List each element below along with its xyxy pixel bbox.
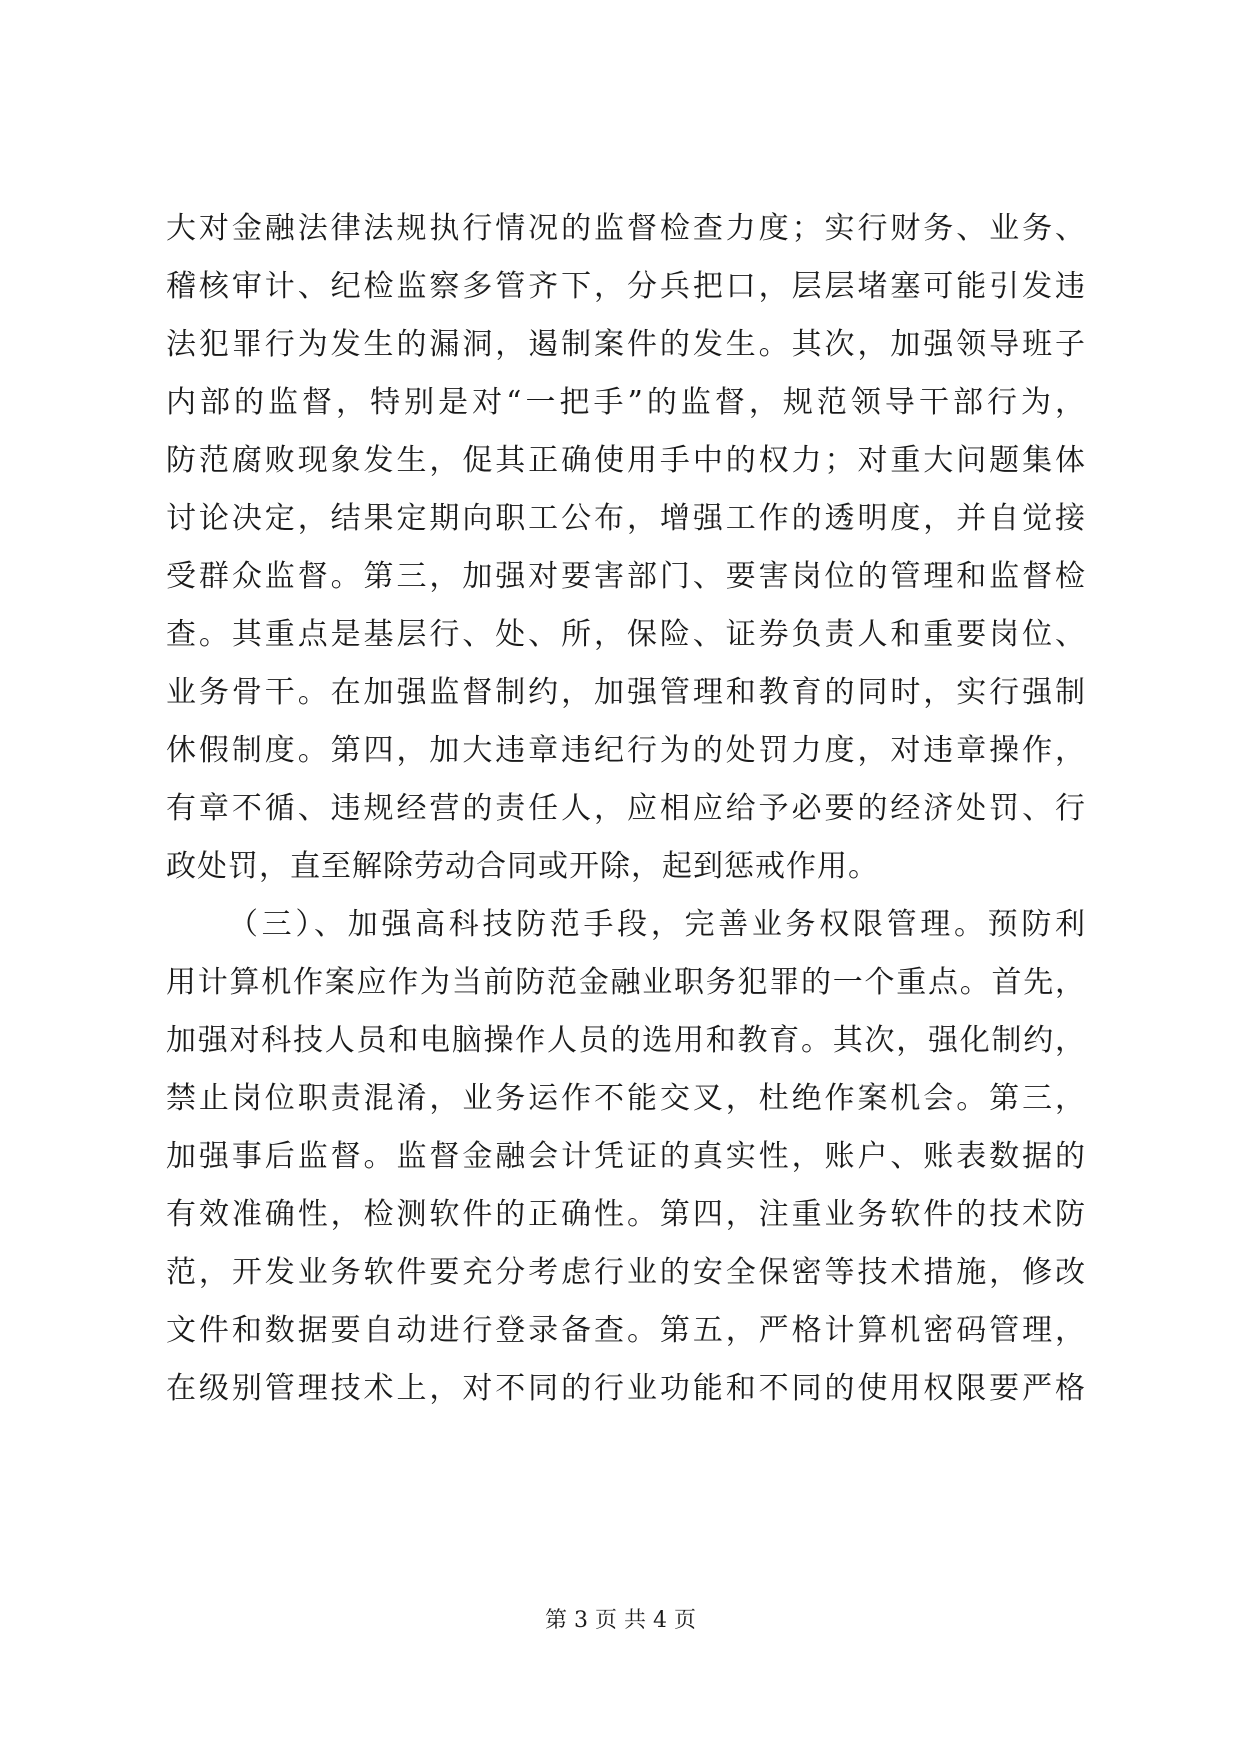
body-text-line: 有效准确性，检测软件的正确性。第四，注重业务软件的技术防 (166, 1197, 1086, 1232)
body-text-line: 用计算机作案应作为当前防范金融业职务犯罪的一个重点。首先， (166, 965, 1086, 1000)
body-text-line: 业务骨干。在加强监督制约，加强管理和教育的同时，实行强制 (166, 675, 1086, 710)
body-text-line: 受群众监督。第三，加强对要害部门、要害岗位的管理和监督检 (166, 559, 1086, 594)
body-text-line: 在级别管理技术上，对不同的行业功能和不同的使用权限要严格 (166, 1371, 1086, 1406)
body-text-line: 政处罚，直至解除劳动合同或开除，起到惩戒作用。 (166, 849, 879, 884)
body-text-line: 大对金融法律法规执行情况的监督检查力度；实行财务、业务、 (166, 211, 1086, 246)
body-text-line: 稽核审计、纪检监察多管齐下，分兵把口，层层堵塞可能引发违 (166, 269, 1086, 304)
body-text-line: 加强事后监督。监督金融会计凭证的真实性，账户、账表数据的 (166, 1139, 1086, 1174)
document-body (166, 200, 1086, 1418)
body-text-line: 文件和数据要自动进行登录备查。第五，严格计算机密码管理， (166, 1313, 1086, 1348)
page-footer (0, 1606, 1241, 1636)
body-text-line: 有章不循、违规经营的责任人，应相应给予必要的经济处罚、行 (166, 791, 1086, 826)
body-text-line: 范，开发业务软件要充分考虑行业的安全保密等技术措施，修改 (166, 1255, 1086, 1290)
body-text-line: 内部的监督，特别是对“一把手”的监督，规范领导干部行为， (166, 385, 1086, 420)
body-text-line: 防范腐败现象发生，促其正确使用手中的权力；对重大问题集体 (166, 443, 1086, 478)
body-text-line: 禁止岗位职责混淆，业务运作不能交叉，杜绝作案机会。第三， (166, 1081, 1086, 1116)
section-heading-line: （三）、加强高科技防范手段，完善业务权限管理。预防利 (228, 907, 1086, 942)
body-text-line: 查。其重点是基层行、处、所，保险、证券负责人和重要岗位、 (166, 617, 1086, 652)
body-text-line: 法犯罪行为发生的漏洞，遏制案件的发生。其次，加强领导班子 (166, 327, 1086, 362)
page-number-indicator: 第 3 页 共 4 页 (545, 1608, 696, 1633)
body-text-line: 休假制度。第四，加大违章违纪行为的处罚力度，对违章操作， (166, 733, 1086, 768)
body-text-line: 加强对科技人员和电脑操作人员的选用和教育。其次，强化制约， (166, 1023, 1086, 1058)
body-text-line: 讨论决定，结果定期向职工公布，增强工作的透明度，并自觉接 (166, 501, 1086, 536)
